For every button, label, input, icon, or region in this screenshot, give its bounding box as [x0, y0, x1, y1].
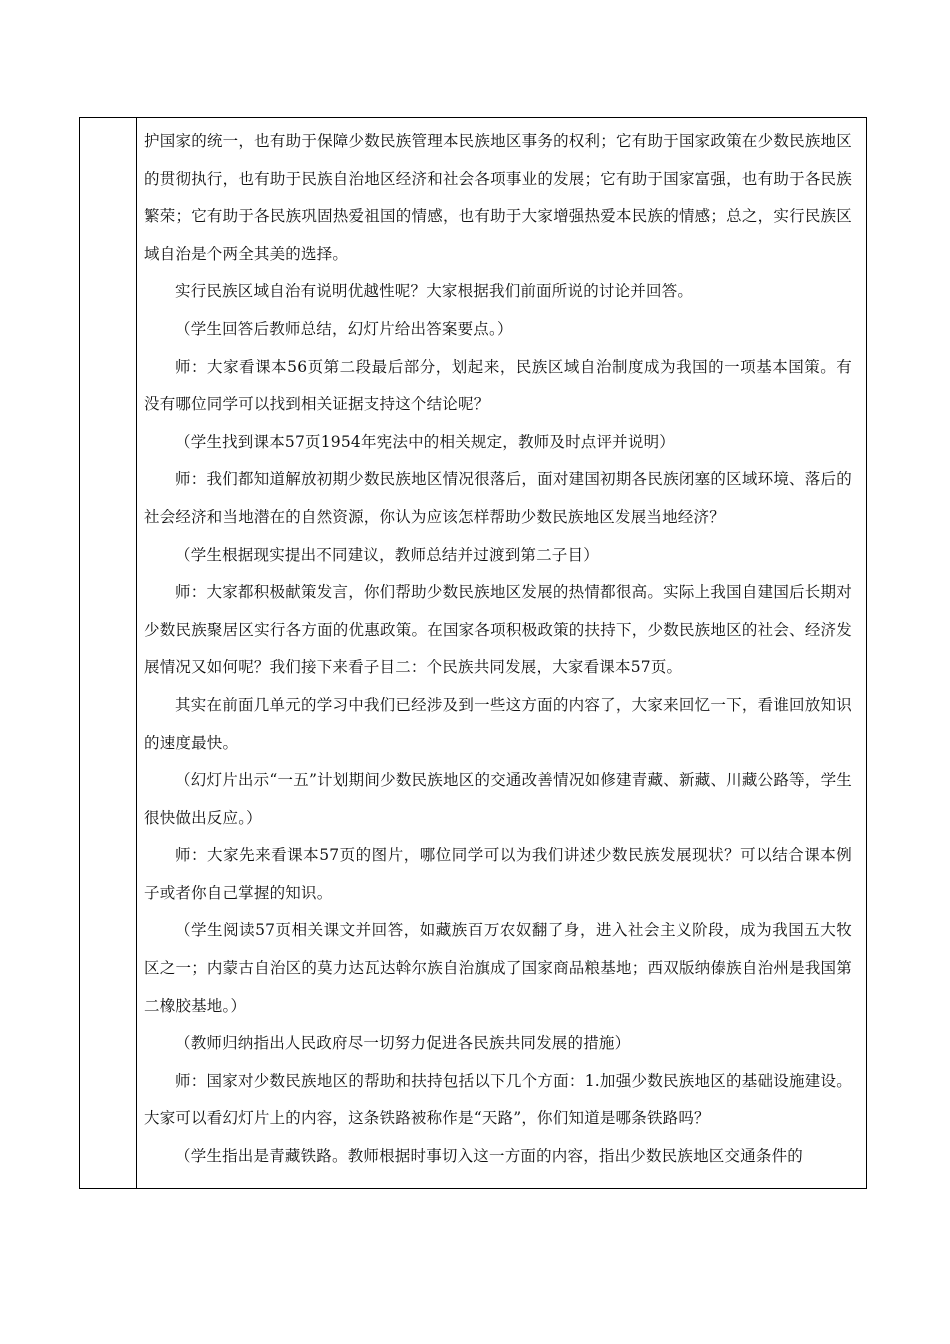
paragraph-11: （学生阅读57页相关课文并回答，如藏族百万农奴翻了身，进入社会主义阶段，成为我国五大牧区之一；内蒙古自治区的莫力达瓦达斡尔族自治旗成了国家商品粮基地；西双版纳傣族自治州是我国第二橡胶基地。） [144, 921, 852, 1015]
document-table [79, 117, 867, 1189]
paragraph-6: （学生根据现实提出不同建议，教师总结并过渡到第二子目） [175, 545, 599, 564]
table-column-divider [136, 118, 137, 1188]
paragraph-3: 师：大家看课本56页第二段最后部分，划起来，民族区域自治制度成为我国的一项基本国策。有没有哪位同学可以找到相关证据支持这个结论呢？ [144, 357, 852, 414]
paragraph-14: （学生指出是青藏铁路。教师根据时事切入这一方面的内容，指出少数民族地区交通条件的 [175, 1147, 804, 1166]
content-cell [144, 123, 852, 1176]
paragraph-5: 师：我们都知道解放初期少数民族地区情况很落后，面对建国初期各民族闭塞的区域环境、落后的社会经济和当地潜在的自然资源，你认为应该怎样帮助少数民族地区发展当地经济？ [144, 470, 852, 526]
paragraph-8: 其实在前面几单元的学习中我们已经涉及到一些这方面的内容了，大家来回忆一下，看谁回放知识的速度最快。 [144, 695, 852, 752]
paragraph-7: 师：大家都积极献策发言，你们帮助少数民族地区发展的热情都很高。实际上我国自建国后长期对少数民族聚居区实行各方面的优惠政策。在国家各项积极政策的扶持下，少数民族地区的社会、经济发展情况又如何呢？我们接下来看子目二：个民族共同发展，大家看课本57页。 [144, 583, 852, 677]
paragraph-9: （幻灯片出示“一五”计划期间少数民族地区的交通改善情况如修建青藏、新藏、川藏公路等，学生很快做出反应。） [144, 771, 852, 827]
paragraph-10: 师：大家先来看课本57页的图片，哪位同学可以为我们讲述少数民族发展现状？可以结合课本例子或者你自己掌握的知识。 [144, 846, 852, 902]
paragraph-2: （学生回答后教师总结，幻灯片给出答案要点。） [175, 319, 513, 338]
paragraph-13: 师：国家对少数民族地区的帮助和扶持包括以下几个方面：1.加强少数民族地区的基础设施建设。大家可以看幻灯片上的内容，这条铁路被称作是“天路”，你们知道是哪条铁路吗？ [144, 1071, 852, 1128]
paragraph-0: 护国家的统一，也有助于保障少数民族管理本民族地区事务的权利；它有助于国家政策在少数民族地区的贯彻执行，也有助于民族自治地区经济和社会各项事业的发展；它有助于国家富强，也有助于各民族繁荣；它有助于各民族巩固热爱祖国的情感，也有助于大家增强热爱本民族的情感；总之，实行民族区域自治是个两全其美的选择。 [144, 132, 852, 263]
paragraph-4: （学生找到课本57页1954年宪法中的相关规定，教师及时点评并说明） [175, 432, 675, 451]
paragraph-12: （教师归纳指出人民政府尽一切努力促进各民族共同发展的措施） [175, 1034, 631, 1053]
paragraph-1: 实行民族区域自治有说明优越性呢？大家根据我们前面所说的讨论并回答。 [175, 282, 694, 301]
